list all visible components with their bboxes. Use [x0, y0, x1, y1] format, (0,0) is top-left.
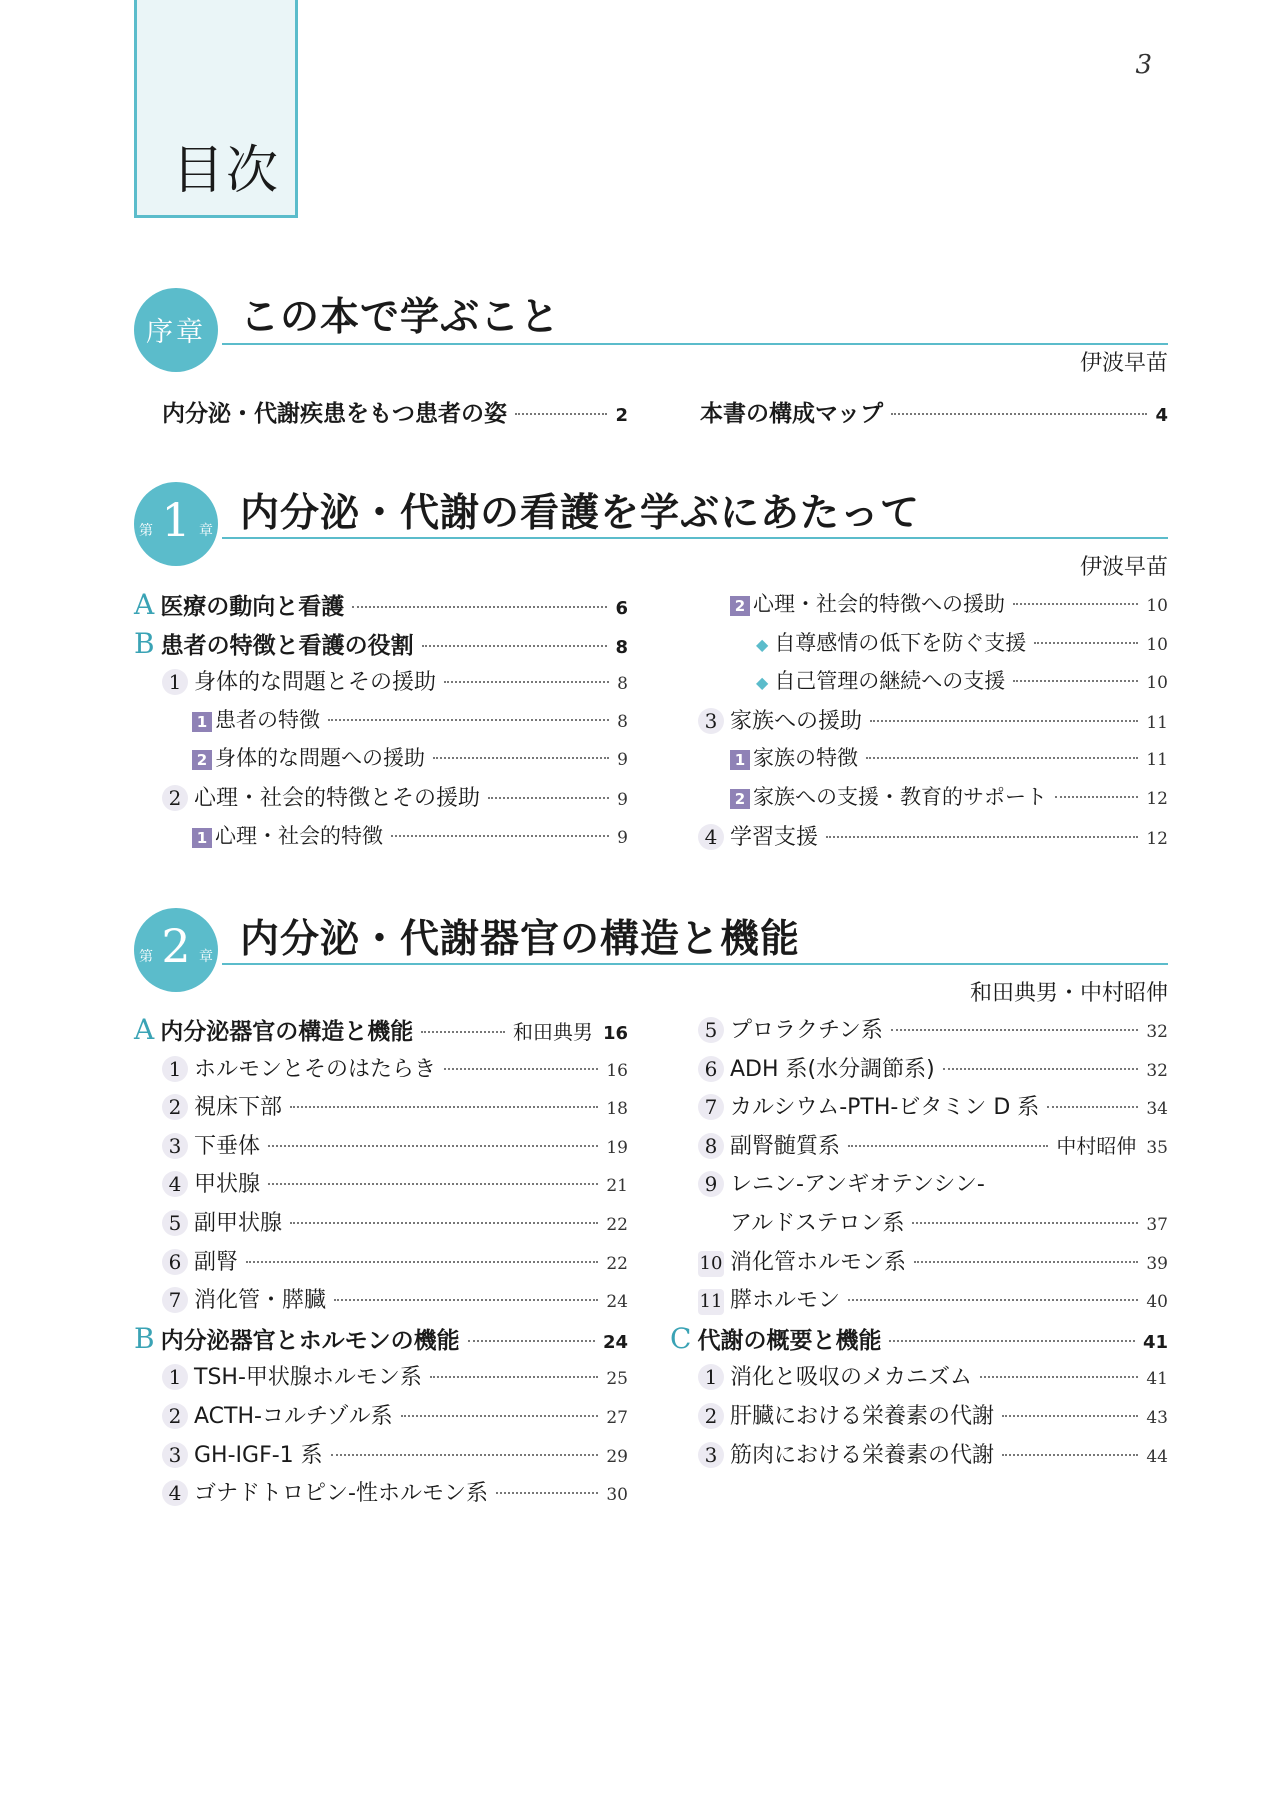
toc-entry[interactable]: [134, 1476, 628, 1515]
item-number: 1: [698, 1364, 724, 1390]
toc-entry-label: 副腎: [194, 1249, 239, 1275]
item-number: 9: [698, 1171, 724, 1197]
item-number: 3: [162, 1442, 188, 1468]
toc-entry[interactable]: [670, 1013, 1168, 1052]
item-number: 10: [698, 1251, 724, 1277]
toc-entry-label: ADH 系(水分調節系): [730, 1056, 935, 1082]
toc-entry-page: 43: [1146, 1407, 1168, 1428]
toc-entry-page: 32: [1146, 1022, 1168, 1042]
leader-dots: [268, 1183, 598, 1185]
toc-entry[interactable]: [670, 1052, 1168, 1091]
toc-entry[interactable]: [134, 781, 628, 820]
toc-entry[interactable]: [670, 1245, 1168, 1284]
toc-entry-label: 下垂体: [194, 1133, 261, 1159]
item-number: 4: [162, 1480, 188, 1506]
toc-entry-page: 44: [1146, 1446, 1168, 1467]
chapter-badge-label: 序章: [146, 317, 206, 348]
toc-entry[interactable]: [134, 588, 628, 627]
toc-entry-label: 内分泌器官の構造と機能: [160, 1019, 414, 1045]
intro-toc-right: [700, 395, 1168, 434]
chapter-title: 内分泌・代謝器官の構造と機能: [240, 917, 801, 962]
toc-entry-label: 消化と吸収のメカニズム: [730, 1365, 973, 1391]
leader-dots: [1013, 680, 1138, 682]
leader-dots: [328, 719, 609, 721]
toc-entry-label: 副甲状腺: [194, 1210, 283, 1236]
toc-entry-page: 32: [1146, 1060, 1168, 1081]
chapter-author: 和田典男・中村昭伸: [969, 981, 1168, 1006]
section-letter: A: [134, 588, 155, 621]
toc-entry-label: 筋肉における栄養素の代謝: [730, 1442, 995, 1468]
leader-dots: [848, 1145, 1048, 1147]
toc-entry-page: 10: [1146, 596, 1168, 616]
leader-dots: [943, 1068, 1139, 1070]
item-number: 1: [162, 1056, 188, 1082]
toc-entry-page: 29: [606, 1446, 628, 1467]
item-number: 2: [162, 1094, 188, 1120]
chapter-badge-number: 2: [161, 919, 191, 973]
toc-entry-label: ゴナドトロピン-性ホルモン系: [194, 1481, 488, 1507]
toc-entry-page: 39: [1146, 1253, 1168, 1274]
leader-dots: [290, 1106, 598, 1108]
section-letter: A: [134, 1013, 155, 1046]
page-number: 3: [1135, 50, 1152, 80]
toc-entry[interactable]: [670, 1283, 1168, 1322]
toc-entry[interactable]: [670, 1322, 1168, 1361]
toc-entry-page: 40: [1146, 1292, 1168, 1313]
section-author: 和田典男: [512, 1020, 593, 1044]
toc-entry[interactable]: [134, 704, 628, 743]
toc-entry[interactable]: [698, 781, 1168, 820]
leader-dots: [889, 1340, 1135, 1342]
chapter-badge-prefix: 第: [139, 523, 153, 539]
toc-entry[interactable]: [134, 627, 628, 666]
toc-entry-label: プロラクチン系: [730, 1018, 883, 1043]
toc-entry-label: レニン-アンギオテンシン-: [730, 1172, 985, 1198]
leader-dots: [980, 1376, 1138, 1378]
toc-entry-label: 医療の動向と看護: [160, 594, 345, 620]
toc-entry-page: 4: [1155, 405, 1168, 426]
chapter-badge-suffix: 章: [199, 523, 213, 539]
section-letter: C: [670, 1321, 692, 1355]
toc-entry-page: 9: [617, 750, 628, 771]
subitem-number: 2: [730, 789, 750, 809]
leader-dots: [352, 606, 607, 608]
toc-entry-label: 代謝の概要と機能: [697, 1327, 882, 1354]
toc-entry-page: 24: [606, 1292, 628, 1313]
toc-entry-label: ホルモンとそのはたらき: [194, 1056, 437, 1082]
toc-entry-label: 内分泌器官とホルモンの機能: [160, 1327, 460, 1354]
toc-entry-label: 身体的な問題への援助: [215, 746, 425, 771]
toc-entry-label: 患者の特徴と看護の役割: [160, 632, 414, 659]
toc-entry-page: 6: [615, 598, 628, 619]
toc-entry[interactable]: [134, 820, 628, 859]
leader-dots: [246, 1261, 598, 1263]
toc-entry[interactable]: [670, 1167, 1168, 1206]
leader-dots: [331, 1454, 599, 1456]
chapter-badge-number: 1: [161, 493, 191, 547]
leader-dots: [1002, 1454, 1138, 1456]
chapter-title: 内分泌・代謝の看護を学ぶにあたって: [240, 491, 921, 536]
chapter-badge: [134, 908, 218, 992]
toc-entry[interactable]: [134, 1322, 628, 1361]
leader-dots: [914, 1261, 1138, 1263]
leader-dots: [421, 1031, 505, 1033]
toc-entry-page: 11: [1146, 712, 1168, 733]
subitem-number: 1: [192, 712, 212, 732]
toc-entry-page: 18: [606, 1099, 628, 1120]
leader-dots: [1013, 603, 1138, 605]
chapter-badge-prefix: 第: [139, 949, 153, 965]
leader-dots: [891, 1029, 1138, 1031]
toc-entry-page: 8: [617, 711, 628, 732]
chapter-rule: [222, 963, 1168, 965]
item-number: 6: [162, 1249, 188, 1275]
section-author: 中村昭伸: [1056, 1133, 1137, 1158]
toc-entry[interactable]: [670, 1360, 1168, 1399]
toc-entry-page: 16: [602, 1023, 628, 1044]
leader-dots: [334, 1299, 598, 1301]
leader-dots: [1002, 1415, 1138, 1417]
item-number: 3: [162, 1133, 188, 1159]
item-number: 2: [162, 785, 188, 811]
chapter-badge: [134, 482, 218, 566]
toc-entry[interactable]: [134, 1399, 628, 1438]
leader-dots: [496, 1492, 598, 1494]
leader-dots: [391, 835, 609, 837]
item-number: 1: [162, 1364, 188, 1390]
toc-entry-page: 24: [602, 1331, 628, 1353]
item-number: 5: [162, 1210, 188, 1236]
toc-entry-page: 22: [606, 1253, 628, 1274]
toc-entry-page: 8: [615, 636, 628, 658]
toc-entry-label: 甲状腺: [194, 1172, 261, 1198]
toc-entry-page: 19: [606, 1137, 628, 1158]
subitem-number: 2: [730, 596, 750, 616]
item-number: 2: [162, 1403, 188, 1429]
ch1-toc-right: [698, 588, 1168, 858]
toc-entry[interactable]: [134, 1438, 628, 1477]
toc-entry-page: 37: [1146, 1214, 1168, 1235]
toc-entry-label: 患者の特徴: [215, 707, 320, 732]
toc-entry[interactable]: [670, 1090, 1168, 1129]
leader-dots: [444, 681, 609, 683]
toc-entry-label: 膵ホルモン: [730, 1288, 841, 1314]
toc-entry-label: 本書の構成マップ: [700, 401, 884, 427]
toc-entry[interactable]: [134, 1090, 628, 1129]
diamond-icon: ◆: [756, 634, 769, 654]
toc-entry[interactable]: [134, 1360, 628, 1399]
ch1-toc-left: [134, 588, 628, 858]
item-number: 6: [698, 1056, 724, 1082]
intro-toc-left: [162, 395, 628, 434]
subitem-number: 2: [192, 750, 212, 770]
toc-entry-label: アルドステロン系: [730, 1210, 905, 1236]
leader-dots: [468, 1340, 595, 1342]
ch2-toc-left: [134, 1013, 628, 1515]
toc-entry[interactable]: [670, 1399, 1168, 1438]
subitem-number: 1: [730, 750, 750, 770]
toc-entry-page: 35: [1146, 1137, 1168, 1158]
leader-dots: [401, 1415, 599, 1417]
item-number: 7: [162, 1287, 188, 1313]
toc-entry[interactable]: [134, 1167, 628, 1206]
leader-dots: [870, 720, 1138, 722]
toc-entry-label: 心理・社会的特徴とその援助: [194, 785, 481, 811]
section-letter: B: [134, 1321, 155, 1355]
toc-entry-label: 副腎髄質系: [730, 1133, 841, 1159]
toc-entry-label: 家族への援助: [730, 708, 863, 734]
item-number: 4: [162, 1171, 188, 1197]
toc-entry-page: 27: [606, 1407, 628, 1428]
item-number: 4: [698, 824, 724, 850]
toc-entry-label: TSH-甲状腺ホルモン系: [194, 1365, 422, 1391]
toc-entry-page: 34: [1146, 1099, 1168, 1120]
subitem-number: 1: [192, 828, 212, 848]
ch2-toc-right: [670, 1013, 1168, 1476]
leader-dots: [891, 413, 1147, 415]
toc-entry-label: 家族の特徴: [753, 746, 858, 771]
leader-dots: [1047, 1106, 1138, 1108]
leader-dots: [268, 1145, 598, 1147]
chapter-rule: [222, 537, 1168, 539]
toc-entry-continuation[interactable]: [670, 1206, 1168, 1245]
chapter-author: 伊波早苗: [1079, 351, 1168, 376]
toc-entry-label: GH-IGF-1 系: [194, 1442, 323, 1468]
chapter-badge: [134, 288, 218, 372]
toc-entry-page: 12: [1146, 788, 1168, 809]
toc-entry-label: カルシウム-PTH-ビタミン D 系: [730, 1095, 1040, 1121]
toc-entry[interactable]: [698, 704, 1168, 743]
toc-entry-label: 自己管理の継続への支援: [774, 669, 1006, 694]
toc-entry-page: 8: [617, 674, 628, 695]
item-number: 7: [698, 1094, 724, 1120]
toc-entry[interactable]: [134, 665, 628, 704]
toc-entry-page: 10: [1146, 634, 1168, 655]
leader-dots: [848, 1299, 1138, 1301]
toc-entry-page: 16: [606, 1060, 628, 1081]
leader-dots: [444, 1068, 598, 1070]
chapter-rule: [222, 343, 1168, 345]
toc-entry-page: 12: [1146, 828, 1168, 849]
toc-entry-page: 11: [1146, 750, 1168, 771]
leader-dots: [866, 757, 1138, 759]
chapter-title: この本で学ぶこと: [240, 295, 561, 340]
toc-entry-page: 41: [1146, 1369, 1168, 1390]
toc-entry-label: 家族への支援・教育的サポート: [753, 784, 1047, 809]
leader-dots: [1034, 642, 1138, 644]
section-letter: B: [134, 626, 155, 660]
toc-entry[interactable]: [698, 665, 1168, 704]
toc-entry-label: 消化管ホルモン系: [730, 1249, 907, 1275]
toc-entry[interactable]: [700, 395, 1168, 434]
leader-dots: [290, 1222, 598, 1224]
toc-entry-page: 9: [617, 789, 628, 810]
chapter-badge-suffix: 章: [199, 949, 213, 965]
leader-dots: [826, 836, 1138, 838]
toc-entry-page: 9: [617, 827, 628, 848]
toc-entry-label: 身体的な問題とその援助: [194, 670, 437, 696]
toc-entry[interactable]: [670, 1438, 1168, 1477]
diamond-icon: ◆: [756, 673, 769, 693]
toc-entry[interactable]: [698, 588, 1168, 627]
toc-entry-page: 22: [606, 1214, 628, 1235]
toc-entry[interactable]: [134, 1245, 628, 1284]
leader-dots: [422, 645, 608, 647]
toc-entry-label: 心理・社会的特徴への援助: [753, 592, 1005, 616]
item-number: 1: [162, 669, 188, 695]
toc-entry[interactable]: [698, 820, 1168, 859]
toc-entry-label: 消化管・膵臓: [194, 1288, 327, 1314]
toc-entry[interactable]: [670, 1129, 1168, 1168]
toc-entry[interactable]: [162, 395, 628, 434]
toc-entry-label: 内分泌・代謝疾患をもつ患者の姿: [162, 401, 507, 427]
item-number: 11: [698, 1289, 724, 1315]
toc-heading: 目次: [172, 141, 281, 201]
toc-entry-page: 30: [606, 1485, 628, 1506]
toc-entry-label: 心理・社会的特徴: [215, 823, 383, 848]
item-number: 8: [698, 1133, 724, 1159]
leader-dots: [515, 413, 607, 415]
leader-dots: [433, 757, 609, 759]
item-number: 5: [698, 1017, 724, 1043]
toc-entry-label: 視床下部: [194, 1095, 283, 1121]
toc-entry[interactable]: [698, 627, 1168, 666]
leader-dots: [1055, 796, 1138, 798]
toc-entry-page: 41: [1142, 1331, 1168, 1353]
toc-entry-page: 2: [615, 405, 628, 426]
item-number: 3: [698, 708, 724, 734]
toc-entry-label: ACTH-コルチゾル系: [194, 1403, 393, 1429]
toc-entry-page: 25: [606, 1369, 628, 1390]
toc-entry-label: 肝臓における栄養素の代謝: [730, 1403, 995, 1429]
toc-entry-label: 学習支援: [730, 824, 819, 850]
item-number: 2: [698, 1403, 724, 1429]
leader-dots: [912, 1222, 1138, 1224]
toc-entry[interactable]: [698, 742, 1168, 781]
toc-entry-page: 21: [606, 1176, 628, 1197]
leader-dots: [488, 797, 609, 799]
toc-entry[interactable]: [134, 1013, 628, 1052]
toc-entry[interactable]: [134, 1206, 628, 1245]
chapter-author: 伊波早苗: [1079, 555, 1168, 580]
toc-entry-page: 10: [1146, 673, 1168, 694]
leader-dots: [430, 1376, 598, 1378]
toc-entry[interactable]: [134, 1283, 628, 1322]
toc-entry[interactable]: [134, 1052, 628, 1091]
item-number: 3: [698, 1442, 724, 1468]
toc-entry[interactable]: [134, 1129, 628, 1168]
toc-entry[interactable]: [134, 742, 628, 781]
toc-entry-label: 自尊感情の低下を防ぐ支援: [774, 630, 1027, 655]
